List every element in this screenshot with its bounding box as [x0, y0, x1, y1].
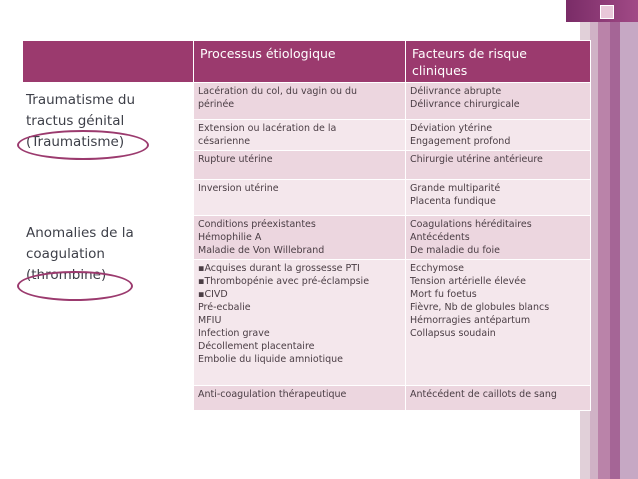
risk-cell — [406, 260, 591, 386]
risk-line: Coagulations héréditaires — [410, 219, 532, 230]
risk-line: Chirurgie utérine antérieure — [410, 154, 543, 165]
process-line: Rupture utérine — [198, 154, 273, 165]
header-risk-line-2: cliniques — [412, 63, 468, 78]
process-cell — [194, 120, 406, 151]
process-line: Conditions préexistantes — [198, 219, 316, 230]
risk-cell — [406, 216, 591, 260]
risk-line: Hémorragies antépartum — [410, 315, 531, 326]
decorative-square-icon — [600, 5, 614, 19]
category-line: Traumatisme du — [26, 92, 136, 108]
process-line: Anti-coagulation thérapeutique — [198, 389, 347, 400]
risk-line: Délivrance abrupte — [410, 86, 502, 97]
risk-cell — [406, 386, 591, 411]
category-line: coagulation — [26, 246, 105, 262]
process-line: Embolie du liquide amniotique — [198, 354, 343, 365]
process-line: Lacération du col, du vagin ou du — [198, 86, 358, 97]
process-cell — [194, 151, 406, 180]
process-line: Extension ou lacération de la — [198, 123, 337, 134]
process-line: périnée — [198, 99, 235, 110]
risk-line: Engagement profond — [410, 136, 511, 147]
process-cell — [194, 386, 406, 411]
category-cell — [23, 83, 194, 216]
process-line: Infection grave — [198, 328, 270, 339]
risk-line: Mort fu foetus — [410, 289, 477, 300]
process-line: ▪Thrombopénie avec pré-éclampsie — [198, 276, 370, 287]
process-line: Inversion utérine — [198, 183, 279, 194]
header-risk-line-1: Facteurs de risque — [412, 46, 527, 61]
risk-line: Antécédents — [410, 232, 470, 243]
risk-line: De maladie du foie — [410, 245, 500, 256]
table-header-row — [23, 41, 591, 83]
risk-line: Placenta fundique — [410, 196, 496, 207]
process-line: césarienne — [198, 136, 251, 147]
process-line: Maladie de Von Willebrand — [198, 245, 325, 256]
category-line: (thrombine) — [26, 267, 107, 283]
table-row — [23, 216, 591, 260]
category-line: tractus génital — [26, 113, 125, 129]
category-line: Anomalies de la — [26, 225, 134, 241]
process-line: ▪CIVD — [198, 289, 228, 300]
process-line: Décollement placentaire — [198, 341, 315, 352]
risk-line: Ecchymose — [410, 263, 464, 274]
process-cell — [194, 180, 406, 216]
process-line: ▪Acquises durant la grossesse PTI — [198, 263, 360, 274]
header-blank-cell — [23, 41, 194, 83]
risk-cell — [406, 83, 591, 120]
category-cell — [23, 216, 194, 411]
header-risk — [406, 41, 591, 83]
risk-line: Collapsus soudain — [410, 328, 496, 339]
process-cell — [194, 83, 406, 120]
risk-line: Grande multiparité — [410, 183, 501, 194]
risk-cell — [406, 120, 591, 151]
process-line: Pré-ecbalie — [198, 302, 251, 313]
process-line: MFIU — [198, 315, 222, 326]
risk-line: Délivrance chirurgicale — [410, 99, 520, 110]
etiology-table — [22, 40, 591, 411]
process-cell — [194, 216, 406, 260]
risk-line: Antécédent de caillots de sang — [410, 389, 557, 400]
risk-cell — [406, 180, 591, 216]
risk-line: Tension artérielle élevée — [410, 276, 526, 287]
category-line: (Traumatisme) — [26, 134, 125, 150]
process-cell — [194, 260, 406, 386]
risk-cell — [406, 151, 591, 180]
risk-line: Déviation ytérine — [410, 123, 493, 134]
process-line: Hémophilie A — [198, 232, 262, 243]
header-process: Processus étiologique — [194, 41, 406, 83]
table-row — [23, 83, 591, 120]
risk-line: Fièvre, Nb de globules blancs — [410, 302, 550, 313]
